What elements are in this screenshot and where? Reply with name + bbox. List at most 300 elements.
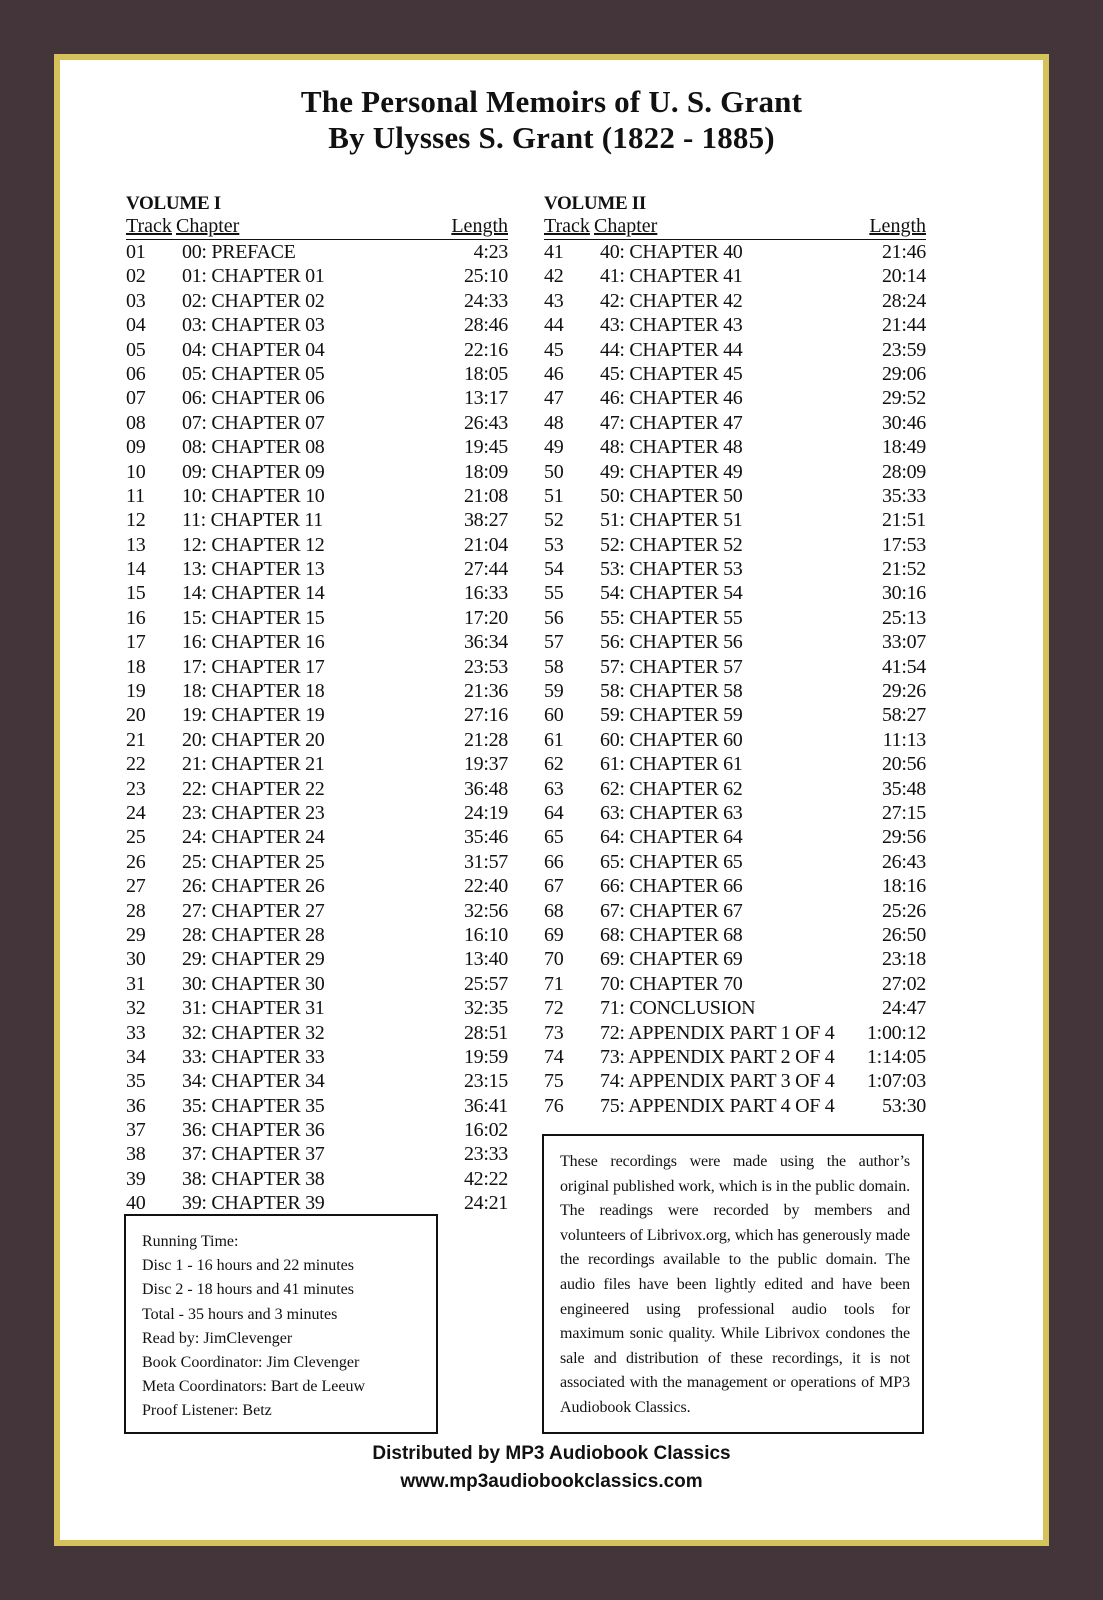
track-row xyxy=(544,264,926,288)
chapter-title: 43: CHAPTER 43 xyxy=(600,314,743,337)
track-number: 27 xyxy=(126,875,146,898)
title-line: The Personal Memoirs of U. S. Grant xyxy=(300,84,803,119)
track-number: 62 xyxy=(544,753,564,776)
chapter-column-label: Chapter xyxy=(594,215,658,237)
track-length: 1:00:12 xyxy=(866,1021,926,1044)
track-number: 70 xyxy=(544,948,564,971)
track-number: 30 xyxy=(126,948,146,971)
track-row xyxy=(126,630,508,654)
chapter-title: 16: CHAPTER 16 xyxy=(182,631,325,654)
track-row xyxy=(126,606,508,630)
chapter-title: 33: CHAPTER 33 xyxy=(182,1045,325,1068)
chapter-title: 05: CHAPTER 05 xyxy=(182,362,325,385)
track-length: 23:18 xyxy=(881,948,926,971)
track-number: 59 xyxy=(544,680,564,703)
track-length: 25:10 xyxy=(463,265,508,288)
track-number: 37 xyxy=(126,1119,146,1142)
track-row xyxy=(544,777,926,801)
track-row xyxy=(126,996,508,1020)
track-length: 23:59 xyxy=(881,338,926,361)
track-length: 13:17 xyxy=(463,387,508,410)
chapter-title: 15: CHAPTER 15 xyxy=(182,606,325,629)
track-number: 61 xyxy=(544,728,564,751)
running-time-label: Running Time: xyxy=(142,1233,239,1250)
chapter-title: 40: CHAPTER 40 xyxy=(600,241,743,263)
track-length: 20:14 xyxy=(881,265,926,288)
chapter-title: 53: CHAPTER 53 xyxy=(600,558,743,581)
track-length: 25:57 xyxy=(463,972,508,995)
chapter-title: 24: CHAPTER 24 xyxy=(182,826,325,849)
track-length: 21:51 xyxy=(881,509,926,532)
track-number: 33 xyxy=(126,1021,146,1044)
track-length: 27:44 xyxy=(463,558,508,581)
track-number: 01 xyxy=(126,241,146,263)
page-title xyxy=(60,84,1043,156)
track-row xyxy=(544,289,926,313)
track-length: 28:51 xyxy=(463,1021,508,1044)
track-length: 26:43 xyxy=(463,411,508,434)
track-number: 48 xyxy=(544,411,564,434)
track-length: 18:16 xyxy=(881,875,926,898)
track-length: 30:46 xyxy=(881,411,926,434)
chapter-title: 00: PREFACE xyxy=(182,241,296,263)
track-length: 29:26 xyxy=(881,680,926,703)
track-row xyxy=(126,533,508,557)
track-row xyxy=(126,508,508,532)
track-length: 21:28 xyxy=(463,728,508,751)
track-row xyxy=(544,435,926,459)
chapter-title: 23: CHAPTER 23 xyxy=(182,801,325,824)
track-number: 71 xyxy=(544,972,564,995)
track-row xyxy=(126,679,508,703)
track-length: 27:15 xyxy=(881,801,926,824)
insert-card xyxy=(60,60,1043,1540)
track-number: 46 xyxy=(544,362,564,385)
track-number: 02 xyxy=(126,265,146,288)
chapter-title: 64: CHAPTER 64 xyxy=(600,826,743,849)
volume-heading: VOLUME I xyxy=(126,193,221,214)
track-number: 66 xyxy=(544,850,564,873)
track-row xyxy=(126,1021,508,1045)
chapter-title: 38: CHAPTER 38 xyxy=(182,1167,325,1190)
track-row xyxy=(126,240,508,264)
track-number: 53 xyxy=(544,533,564,556)
track-row xyxy=(544,1094,926,1118)
track-length: 27:02 xyxy=(881,972,926,995)
track-length: 21:04 xyxy=(463,533,508,556)
track-row xyxy=(126,703,508,727)
chapter-title: 34: CHAPTER 34 xyxy=(182,1070,325,1093)
volume-heading: VOLUME II xyxy=(544,193,646,214)
track-length: 30:16 xyxy=(881,582,926,605)
track-length: 16:33 xyxy=(463,582,508,605)
track-row xyxy=(544,728,926,752)
track-number: 68 xyxy=(544,899,564,922)
chapter-title: 20: CHAPTER 20 xyxy=(182,728,325,751)
chapter-title: 27: CHAPTER 27 xyxy=(182,899,325,922)
track-row xyxy=(126,1094,508,1118)
track-length: 21:36 xyxy=(463,680,508,703)
track-length: 24:19 xyxy=(463,801,508,824)
track-number: 10 xyxy=(126,460,146,483)
track-number: 04 xyxy=(126,314,146,337)
track-row xyxy=(544,362,926,386)
track-row xyxy=(126,752,508,776)
track-row xyxy=(544,1045,926,1069)
track-length: 42:22 xyxy=(463,1167,508,1190)
chapter-title: 36: CHAPTER 36 xyxy=(182,1119,325,1142)
track-number: 20 xyxy=(126,704,146,727)
track-row xyxy=(544,947,926,971)
chapter-title: 74: APPENDIX PART 3 OF 4 xyxy=(600,1070,835,1093)
track-row xyxy=(126,947,508,971)
track-number: 74 xyxy=(544,1045,564,1068)
track-number: 69 xyxy=(544,923,564,946)
track-length: 35:48 xyxy=(881,777,926,800)
track-row xyxy=(126,825,508,849)
track-length: 19:45 xyxy=(463,436,508,459)
track-row xyxy=(544,679,926,703)
chapter-title: 18: CHAPTER 18 xyxy=(182,680,325,703)
track-number: 43 xyxy=(544,289,564,312)
track-row xyxy=(126,899,508,923)
chapter-title: 26: CHAPTER 26 xyxy=(182,875,325,898)
track-length: 1:14:05 xyxy=(866,1045,926,1068)
track-length: 28:46 xyxy=(463,314,508,337)
chapter-title: 60: CHAPTER 60 xyxy=(600,728,743,751)
track-length: 22:16 xyxy=(463,338,508,361)
track-row xyxy=(544,972,926,996)
track-number: 11 xyxy=(126,484,145,507)
chapter-title: 17: CHAPTER 17 xyxy=(182,655,325,678)
track-length: 29:06 xyxy=(881,362,926,385)
track-length: 36:48 xyxy=(463,777,508,800)
track-number: 16 xyxy=(126,606,146,629)
track-number: 41 xyxy=(544,241,564,263)
track-number: 22 xyxy=(126,753,146,776)
chapter-title: 46: CHAPTER 46 xyxy=(600,387,743,410)
track-number: 36 xyxy=(126,1094,146,1117)
chapter-title: 08: CHAPTER 08 xyxy=(182,436,325,459)
chapter-title: 62: CHAPTER 62 xyxy=(600,777,743,800)
track-row xyxy=(544,655,926,679)
chapter-title: 55: CHAPTER 55 xyxy=(600,606,743,629)
track-number: 64 xyxy=(544,801,564,824)
chapter-column-label: Chapter xyxy=(176,215,240,237)
track-length: 35:46 xyxy=(463,826,508,849)
chapter-title: 07: CHAPTER 07 xyxy=(182,411,325,434)
length-column-label: Length xyxy=(869,215,926,237)
track-row xyxy=(126,801,508,825)
track-number: 34 xyxy=(126,1045,146,1068)
chapter-title: 70: CHAPTER 70 xyxy=(600,972,743,995)
track-length: 16:10 xyxy=(463,923,508,946)
chapter-title: 58: CHAPTER 58 xyxy=(600,680,743,703)
distributor-line: Distributed by MP3 Audiobook Classics xyxy=(372,1443,731,1464)
track-row xyxy=(126,1118,508,1142)
track-row xyxy=(544,630,926,654)
track-length: 35:33 xyxy=(881,484,926,507)
chapter-title: 50: CHAPTER 50 xyxy=(600,484,743,507)
track-number: 75 xyxy=(544,1070,564,1093)
track-row xyxy=(126,581,508,605)
track-number: 08 xyxy=(126,411,146,434)
chapter-title: 06: CHAPTER 06 xyxy=(182,387,325,410)
track-length: 25:26 xyxy=(881,899,926,922)
volume-2-tracklist xyxy=(544,194,926,1118)
track-row xyxy=(126,923,508,947)
track-row xyxy=(544,825,926,849)
track-length: 29:52 xyxy=(881,387,926,410)
track-row xyxy=(544,581,926,605)
track-number: 31 xyxy=(126,972,146,995)
track-row xyxy=(126,1045,508,1069)
track-length: 18:09 xyxy=(463,460,508,483)
track-row xyxy=(126,1142,508,1166)
track-row xyxy=(126,874,508,898)
track-row xyxy=(544,484,926,508)
chapter-title: 10: CHAPTER 10 xyxy=(182,484,325,507)
track-row xyxy=(126,435,508,459)
track-number: 13 xyxy=(126,533,146,556)
chapter-title: 04: CHAPTER 04 xyxy=(182,338,325,361)
track-number: 52 xyxy=(544,509,564,532)
track-row xyxy=(544,996,926,1020)
track-number: 24 xyxy=(126,801,146,824)
chapter-title: 49: CHAPTER 49 xyxy=(600,460,743,483)
track-number: 14 xyxy=(126,558,146,581)
track-length: 29:56 xyxy=(881,826,926,849)
total-time: Total - 35 hours and 3 minutes xyxy=(142,1305,338,1323)
track-number: 44 xyxy=(544,314,564,337)
track-row xyxy=(126,484,508,508)
track-number: 51 xyxy=(544,484,564,507)
track-row xyxy=(544,508,926,532)
chapter-title: 32: CHAPTER 32 xyxy=(182,1021,325,1044)
track-number: 58 xyxy=(544,655,564,678)
track-number: 42 xyxy=(544,265,564,288)
track-length: 21:46 xyxy=(881,241,926,263)
track-number: 07 xyxy=(126,387,146,410)
track-row xyxy=(126,289,508,313)
author-line: By Ulysses S. Grant (1822 - 1885) xyxy=(328,120,775,155)
track-row xyxy=(544,386,926,410)
track-length: 11:13 xyxy=(882,728,926,751)
track-row xyxy=(126,1191,508,1215)
track-row xyxy=(544,752,926,776)
track-row xyxy=(544,801,926,825)
chapter-title: 12: CHAPTER 12 xyxy=(182,533,325,556)
reader-credit: Read by: JimClevenger xyxy=(142,1329,293,1347)
track-row xyxy=(544,313,926,337)
track-number: 60 xyxy=(544,704,564,727)
track-row xyxy=(544,240,926,264)
track-number: 25 xyxy=(126,826,146,849)
track-row xyxy=(544,874,926,898)
track-length: 26:50 xyxy=(881,923,926,946)
track-length: 25:13 xyxy=(881,606,926,629)
chapter-title: 01: CHAPTER 01 xyxy=(182,265,325,288)
chapter-title: 02: CHAPTER 02 xyxy=(182,289,325,312)
volume-1-tracklist xyxy=(126,194,508,1216)
track-number: 35 xyxy=(126,1070,146,1093)
chapter-title: 65: CHAPTER 65 xyxy=(600,850,743,873)
chapter-title: 09: CHAPTER 09 xyxy=(182,460,325,483)
track-number: 03 xyxy=(126,289,146,312)
chapter-title: 68: CHAPTER 68 xyxy=(600,923,743,946)
track-length: 19:37 xyxy=(463,753,508,776)
track-rows xyxy=(544,240,926,1118)
track-row xyxy=(126,850,508,874)
chapter-title: 37: CHAPTER 37 xyxy=(182,1143,325,1166)
track-length: 24:21 xyxy=(463,1192,508,1215)
website-url: www.mp3audiobookclassics.com xyxy=(400,1471,703,1492)
track-number: 65 xyxy=(544,826,564,849)
track-length: 1:07:03 xyxy=(866,1070,926,1093)
track-row xyxy=(544,703,926,727)
chapter-title: 41: CHAPTER 41 xyxy=(600,265,743,288)
track-length: 36:41 xyxy=(463,1094,508,1117)
track-length: 23:33 xyxy=(463,1143,508,1166)
track-length: 36:34 xyxy=(463,631,508,654)
track-length: 28:24 xyxy=(881,289,926,312)
track-number: 21 xyxy=(126,728,146,751)
track-length: 20:56 xyxy=(881,753,926,776)
track-rows xyxy=(126,240,508,1216)
track-length: 17:20 xyxy=(463,606,508,629)
track-number: 55 xyxy=(544,582,564,605)
track-row xyxy=(544,923,926,947)
track-number: 06 xyxy=(126,362,146,385)
track-number: 12 xyxy=(126,509,146,532)
track-number: 54 xyxy=(544,558,564,581)
chapter-title: 13: CHAPTER 13 xyxy=(182,558,325,581)
track-row xyxy=(126,386,508,410)
track-row xyxy=(126,411,508,435)
track-length: 21:52 xyxy=(881,558,926,581)
track-number: 50 xyxy=(544,460,564,483)
track-number: 15 xyxy=(126,582,146,605)
chapter-title: 47: CHAPTER 47 xyxy=(600,411,743,434)
chapter-title: 19: CHAPTER 19 xyxy=(182,704,325,727)
track-row xyxy=(126,264,508,288)
chapter-title: 39: CHAPTER 39 xyxy=(182,1192,325,1215)
track-number: 26 xyxy=(126,850,146,873)
track-row xyxy=(126,362,508,386)
page-border xyxy=(54,54,1049,1546)
chapter-title: 44: CHAPTER 44 xyxy=(600,338,743,361)
track-number: 23 xyxy=(126,777,146,800)
track-row xyxy=(126,655,508,679)
track-row xyxy=(544,411,926,435)
chapter-title: 51: CHAPTER 51 xyxy=(600,509,743,532)
track-number: 40 xyxy=(126,1192,146,1215)
track-length: 38:27 xyxy=(463,509,508,532)
track-length: 32:35 xyxy=(463,997,508,1020)
meta-coordinators-credit: Meta Coordinators: Bart de Leeuw xyxy=(142,1378,366,1396)
book-coordinator-credit: Book Coordinator: Jim Clevenger xyxy=(142,1354,360,1372)
track-number: 17 xyxy=(126,631,146,654)
track-number: 63 xyxy=(544,777,564,800)
chapter-title: 69: CHAPTER 69 xyxy=(600,948,743,971)
disc-1-time: Disc 1 - 16 hours and 22 minutes xyxy=(142,1257,354,1275)
track-length: 19:59 xyxy=(463,1045,508,1068)
track-length: 26:43 xyxy=(881,850,926,873)
chapter-title: 29: CHAPTER 29 xyxy=(182,948,325,971)
track-length: 24:47 xyxy=(881,997,926,1020)
track-number: 49 xyxy=(544,436,564,459)
chapter-title: 52: CHAPTER 52 xyxy=(600,533,743,556)
proof-listener-credit: Proof Listener: Betz xyxy=(142,1402,272,1420)
chapter-title: 63: CHAPTER 63 xyxy=(600,801,743,824)
chapter-title: 57: CHAPTER 57 xyxy=(600,655,743,678)
track-length: 23:15 xyxy=(463,1070,508,1093)
chapter-title: 31: CHAPTER 31 xyxy=(182,997,325,1020)
track-row xyxy=(126,1167,508,1191)
track-number: 19 xyxy=(126,680,146,703)
chapter-title: 45: CHAPTER 45 xyxy=(600,362,743,385)
chapter-title: 71: CONCLUSION xyxy=(600,997,756,1020)
chapter-title: 28: CHAPTER 28 xyxy=(182,923,325,946)
track-length: 4:23 xyxy=(473,241,508,263)
column-header xyxy=(126,214,508,240)
chapter-title: 11: CHAPTER 11 xyxy=(182,509,323,532)
chapter-title: 67: CHAPTER 67 xyxy=(600,899,743,922)
track-length: 24:33 xyxy=(463,289,508,312)
disc-2-time: Disc 2 - 18 hours and 41 minutes xyxy=(142,1281,354,1299)
chapter-title: 66: CHAPTER 66 xyxy=(600,875,743,898)
chapter-title: 75: APPENDIX PART 4 OF 4 xyxy=(600,1094,835,1117)
track-length: 32:56 xyxy=(463,899,508,922)
track-number: 76 xyxy=(544,1094,564,1117)
chapter-title: 30: CHAPTER 30 xyxy=(182,972,325,995)
track-number: 57 xyxy=(544,631,564,654)
track-row xyxy=(126,460,508,484)
chapter-title: 48: CHAPTER 48 xyxy=(600,436,743,459)
column-header xyxy=(544,214,926,240)
track-number: 32 xyxy=(126,997,146,1020)
track-row xyxy=(126,313,508,337)
chapter-title: 22: CHAPTER 22 xyxy=(182,777,325,800)
chapter-title: 72: APPENDIX PART 1 OF 4 xyxy=(600,1021,835,1044)
chapter-title: 03: CHAPTER 03 xyxy=(182,314,325,337)
track-row xyxy=(544,460,926,484)
track-length: 41:54 xyxy=(881,655,926,678)
track-length: 27:16 xyxy=(463,704,508,727)
chapter-title: 54: CHAPTER 54 xyxy=(600,582,743,605)
public-domain-notice-box xyxy=(542,1134,924,1434)
track-number: 47 xyxy=(544,387,564,410)
chapter-title: 14: CHAPTER 14 xyxy=(182,582,325,605)
length-column-label: Length xyxy=(451,215,508,237)
track-length: 16:02 xyxy=(463,1119,508,1142)
track-row xyxy=(544,1069,926,1093)
track-row xyxy=(126,1069,508,1093)
chapter-title: 42: CHAPTER 42 xyxy=(600,289,743,312)
track-length: 23:53 xyxy=(463,655,508,678)
chapter-title: 59: CHAPTER 59 xyxy=(600,704,743,727)
credits-box xyxy=(124,1214,438,1434)
track-number: 05 xyxy=(126,338,146,361)
track-number: 39 xyxy=(126,1167,146,1190)
track-length: 33:07 xyxy=(881,631,926,654)
track-length: 53:30 xyxy=(881,1094,926,1117)
track-length: 28:09 xyxy=(881,460,926,483)
chapter-title: 56: CHAPTER 56 xyxy=(600,631,743,654)
track-number: 73 xyxy=(544,1021,564,1044)
track-row xyxy=(544,533,926,557)
track-number: 28 xyxy=(126,899,146,922)
